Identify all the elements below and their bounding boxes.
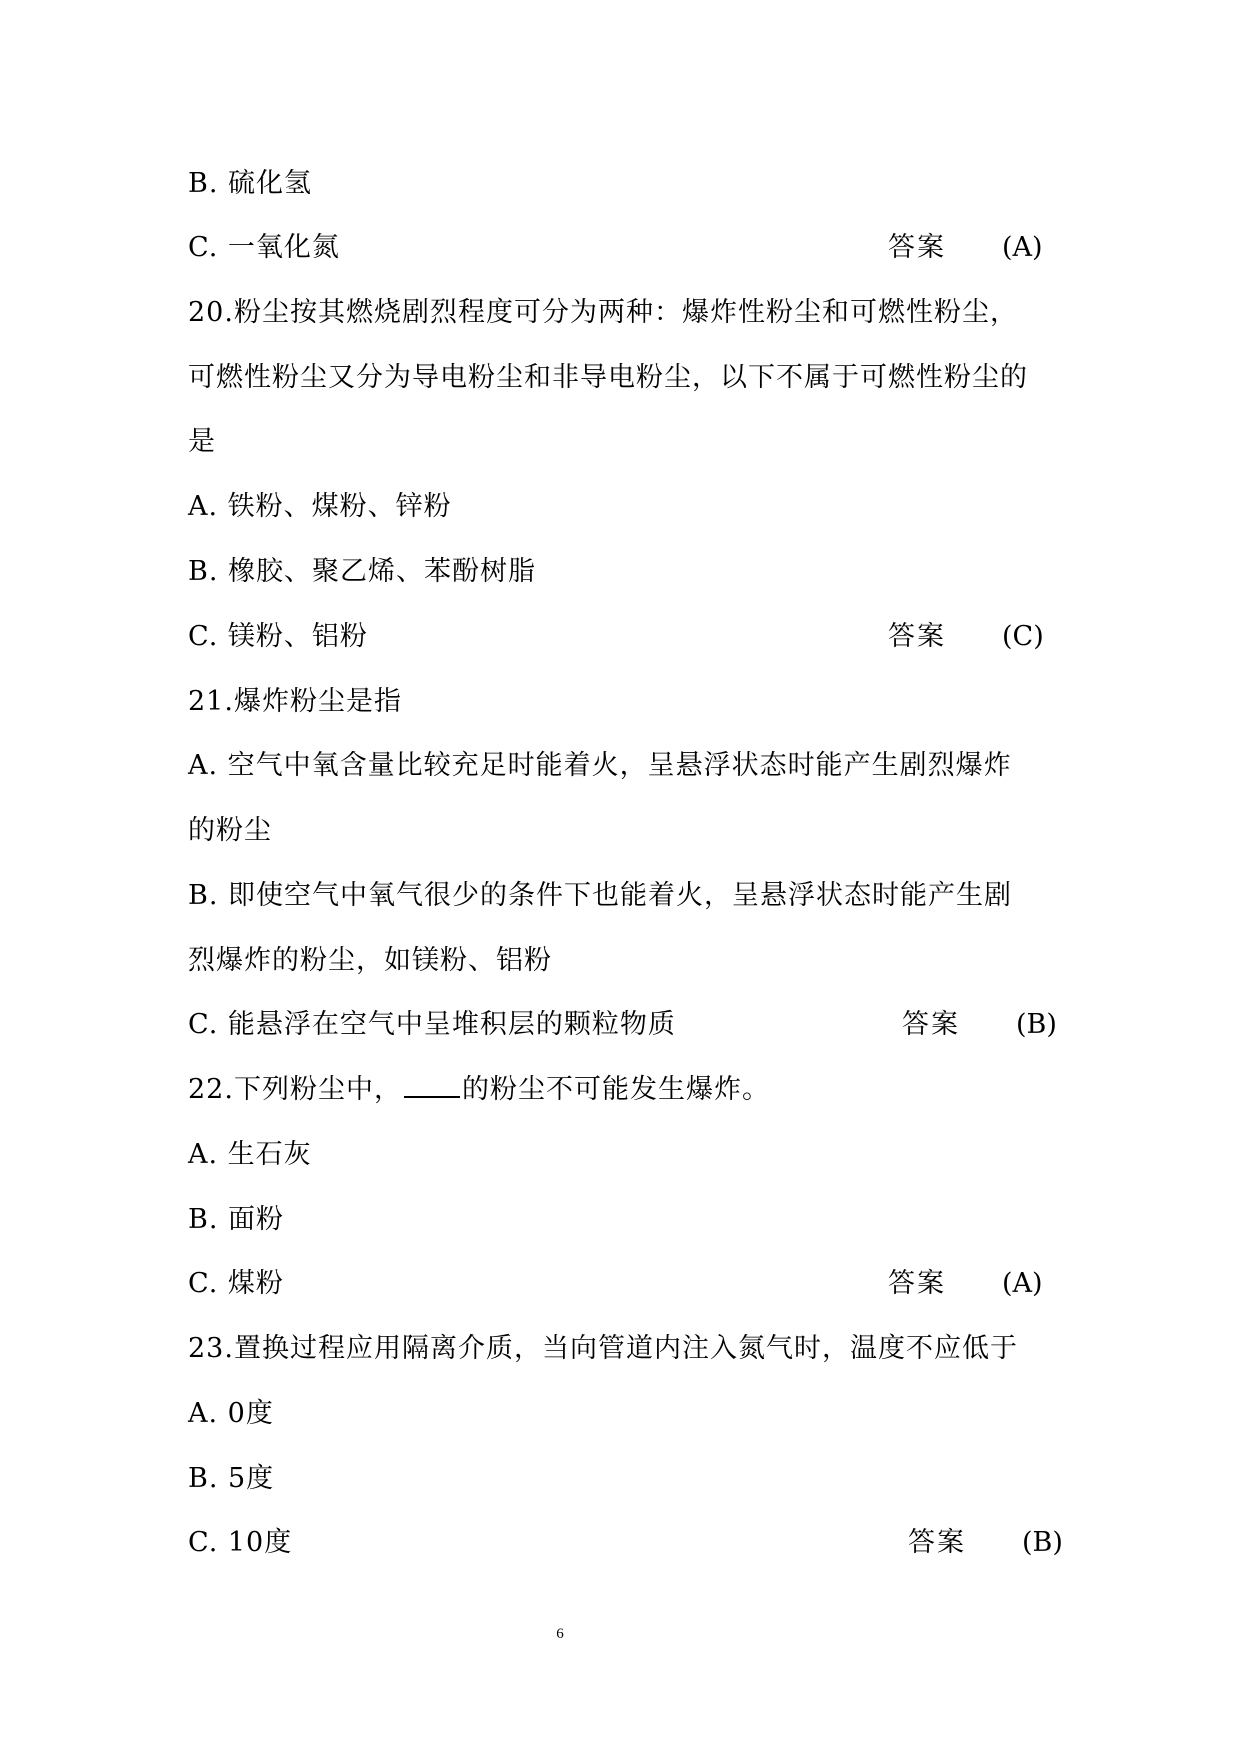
q23-option-a: A. 0度 xyxy=(188,1398,274,1429)
answer-label: 答案 xyxy=(888,621,946,652)
q21-option-b-line-1: B. 即使空气中氧气很少的条件下也能着火，呈悬浮状态时能产生剧 xyxy=(188,880,1013,911)
q20-option-c: C. 镁粉、铝粉 xyxy=(188,621,368,652)
q20-option-a: A. 铁粉、煤粉、锌粉 xyxy=(188,491,452,522)
q20-stem-line-3: 是 xyxy=(188,426,216,457)
answer-value: (B) xyxy=(1016,1009,1057,1040)
q23-option-c: C. 10度 xyxy=(188,1527,293,1558)
q22-stem-after: 的粉尘不可能发生爆炸。 xyxy=(461,1074,770,1105)
answer-value: (A) xyxy=(1002,1268,1043,1299)
q20-option-b: B. 橡胶、聚乙烯、苯酚树脂 xyxy=(188,556,537,587)
q21-option-a-line-1: A. 空气中氧含量比较充足时能着火，呈悬浮状态时能产生剧烈爆炸 xyxy=(188,750,1012,781)
q22-stem-before: 22.下列粉尘中， xyxy=(188,1074,402,1105)
q21-option-c: C. 能悬浮在空气中呈堆积层的颗粒物质 xyxy=(188,1009,676,1040)
answer-label: 答案 xyxy=(888,1268,946,1299)
answer-label: 答案 xyxy=(908,1527,966,1558)
q21-answer xyxy=(902,1007,1057,1043)
q23-stem: 23.置换过程应用隔离介质，当向管道内注入氮气时，温度不应低于 xyxy=(188,1333,1018,1364)
q21-option-a-line-2: 的粉尘 xyxy=(188,815,272,846)
answer-label: 答案 xyxy=(902,1009,960,1040)
q22-option-b: B. 面粉 xyxy=(188,1204,285,1235)
fill-in-blank xyxy=(404,1072,460,1098)
page-number: 6 xyxy=(556,1626,564,1642)
q20-stem-line-1: 20.粉尘按其燃烧剧烈程度可分为两种：爆炸性粉尘和可燃性粉尘， xyxy=(188,297,1018,328)
q22-stem xyxy=(188,1072,770,1108)
q19-answer xyxy=(888,230,1043,266)
answer-label: 答案 xyxy=(888,232,946,263)
q22-answer xyxy=(888,1266,1043,1302)
q22-option-c: C. 煤粉 xyxy=(188,1268,284,1299)
q19-option-b: B. 硫化氢 xyxy=(188,168,313,199)
q20-stem-line-2: 可燃性粉尘又分为导电粉尘和非导电粉尘，以下不属于可燃性粉尘的 xyxy=(188,362,1028,393)
q23-answer xyxy=(908,1525,1063,1561)
q21-option-b-line-2: 烈爆炸的粉尘，如镁粉、铝粉 xyxy=(188,945,552,976)
q21-stem: 21.爆炸粉尘是指 xyxy=(188,686,402,717)
q22-option-a: A. 生石灰 xyxy=(188,1139,312,1170)
q20-answer xyxy=(888,619,1044,655)
q23-option-b: B. 5度 xyxy=(188,1463,275,1494)
answer-value: (A) xyxy=(1002,232,1043,263)
q19-option-c: C. 一氧化氮 xyxy=(188,232,340,263)
answer-value: (B) xyxy=(1022,1527,1063,1558)
answer-value: (C) xyxy=(1002,621,1044,652)
